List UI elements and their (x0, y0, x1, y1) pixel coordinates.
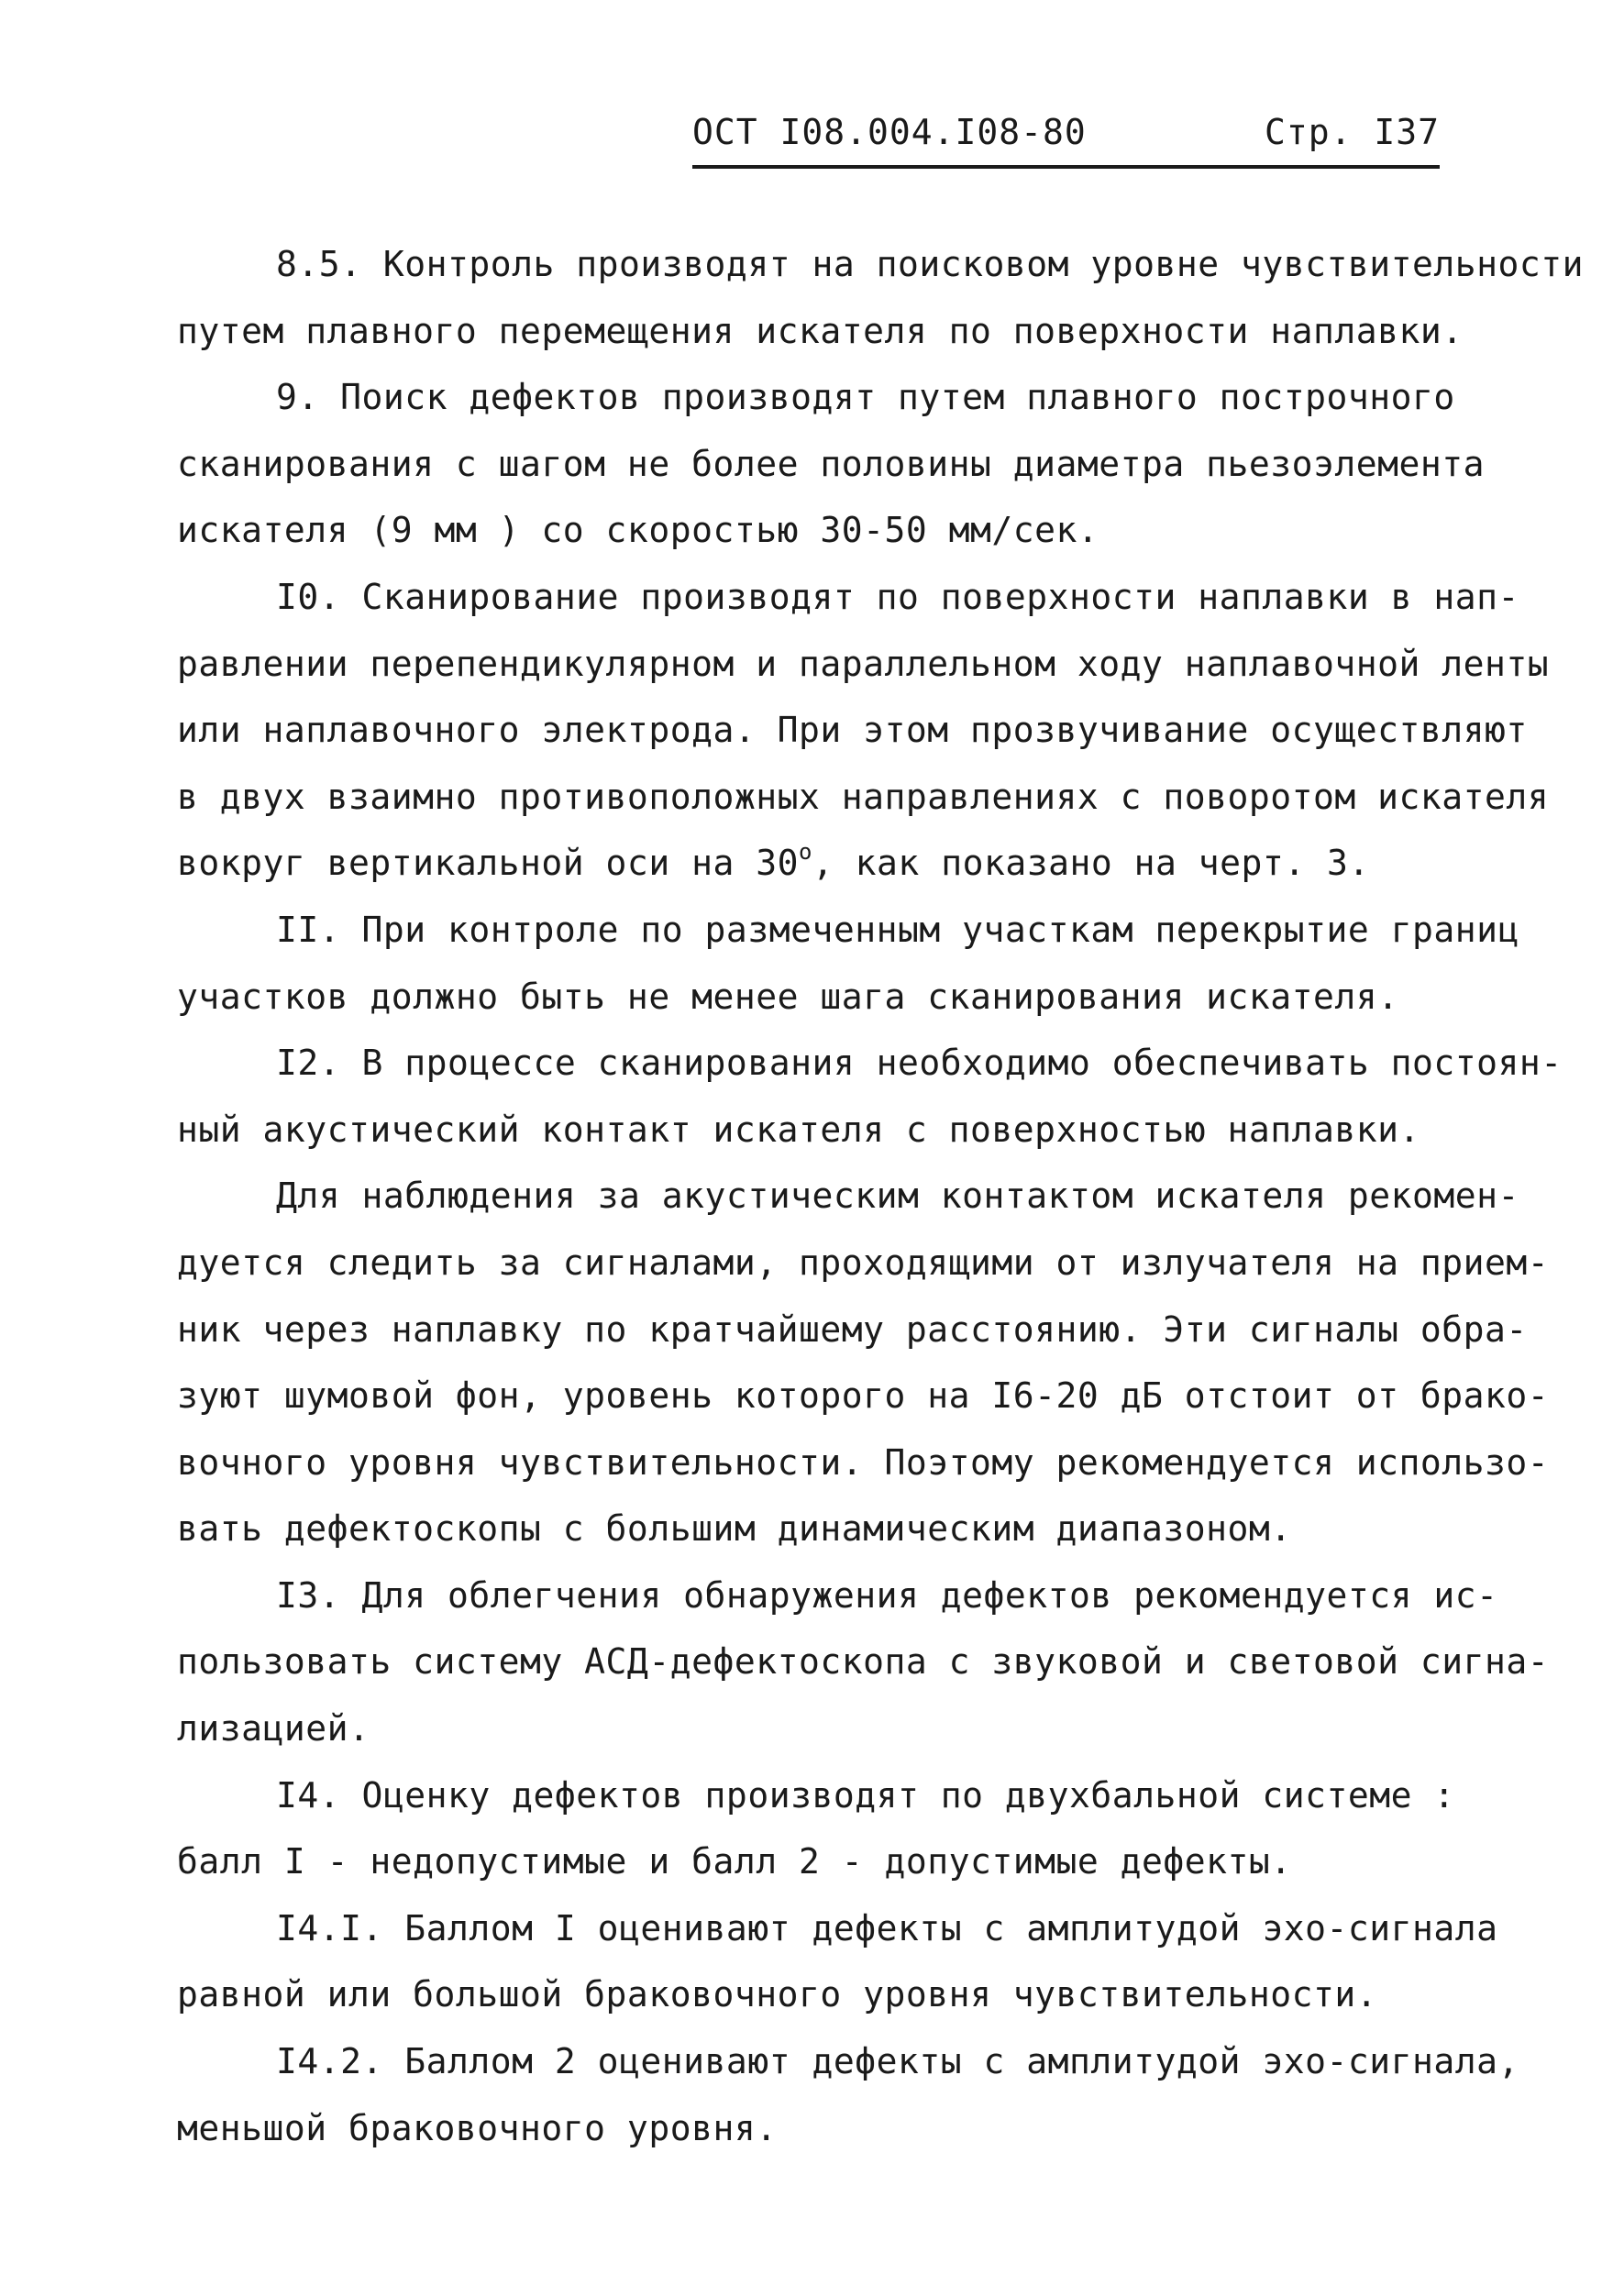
text-line: I3. Для облегчения обнаружения дефектов рекомендуется ис- (276, 1574, 1498, 1616)
text-line: сканирования с шагом не более половины диаметра пьезоэлемента (177, 443, 1486, 484)
text-line: пользовать систему АСД-дефектоскопа с звуковой и световой сигна- (177, 1641, 1550, 1683)
text-line: лизацией. (177, 1708, 370, 1750)
document-code: ОСТ I08.004.I08-80 (692, 112, 1087, 152)
text-line: зуют шумовой фон, уровень которого на I6-20 дБ отстоит от брако- (177, 1375, 1550, 1417)
text-line: искателя (9 мм ) со скоростью 30-50 мм/сек. (177, 510, 1099, 551)
text-line: II. При контроле по размеченным участкам перекрытие границ (276, 909, 1519, 950)
degree-superscript: о (798, 838, 812, 865)
text-line: ный акустический контакт искателя с поверхностью наплавки. (177, 1109, 1420, 1150)
text-line (177, 830, 1479, 897)
text-line: I0. Сканирование производят по поверхности наплавки в нап- (276, 576, 1519, 617)
text-line: I2. В процессе сканирования необходимо обеспечивать постоян- (276, 1043, 1563, 1084)
text-line: или наплавочного электрода. При этом прозвучивание осуществляют (177, 710, 1528, 751)
text-line: участков должно быть не менее шага сканирования искателя. (177, 976, 1399, 1017)
text-line: Для наблюдения за акустическим контактом искателя рекомен- (276, 1176, 1519, 1217)
page-number: Стр. I37 (1264, 112, 1440, 152)
text-line: I4.2. Баллом 2 оценивают дефекты с амплитудой эхо-сигнала, (276, 2041, 1519, 2082)
text-line: равной или большой браковочного уровня чувствительности. (177, 1974, 1378, 2015)
text-line: I4. Оценку дефектов производят по двухбальной системе : (276, 1774, 1455, 1816)
text-line: ник через наплавку по кратчайшему расстоянию. Эти сигналы обра- (177, 1308, 1528, 1350)
text-line: путем плавного перемещения искателя по поверхности наплавки. (177, 310, 1464, 351)
text-line: вочного уровня чувствительности. Поэтому рекомендуется использо- (177, 1441, 1550, 1483)
text-line: дуется следить за сигналами, проходящими от излучателя на прием- (177, 1242, 1550, 1283)
text-line: равлении перепендикулярном и параллельном ходу наплавочной ленты (177, 643, 1550, 684)
text-fragment: , как показано на черт. 3. (812, 843, 1370, 884)
text-fragment: вокруг вертикальной оси на 30 (177, 843, 799, 884)
text-line: 8.5. Контроль производят на поисковом уровне чувствительности (276, 244, 1585, 284)
text-line: вать дефектоскопы с большим динамическим диапазоном. (177, 1508, 1292, 1550)
page-header (692, 108, 1440, 169)
text-line: 9. Поиск дефектов производят путем плавного построчного (276, 377, 1455, 418)
text-line: меньшой браковочного уровня. (177, 2107, 778, 2148)
text-line: I4.I. Баллом I оценивают дефекты с амплитудой эхо-сигнала (276, 1907, 1498, 1948)
text-line: в двух взаимно противоположных направлениях с поворотом искателя (177, 776, 1550, 817)
document-body (177, 231, 1585, 2161)
text-line: балл I - недопустимые и балл 2 - допустимые дефекты. (177, 1841, 1292, 1882)
